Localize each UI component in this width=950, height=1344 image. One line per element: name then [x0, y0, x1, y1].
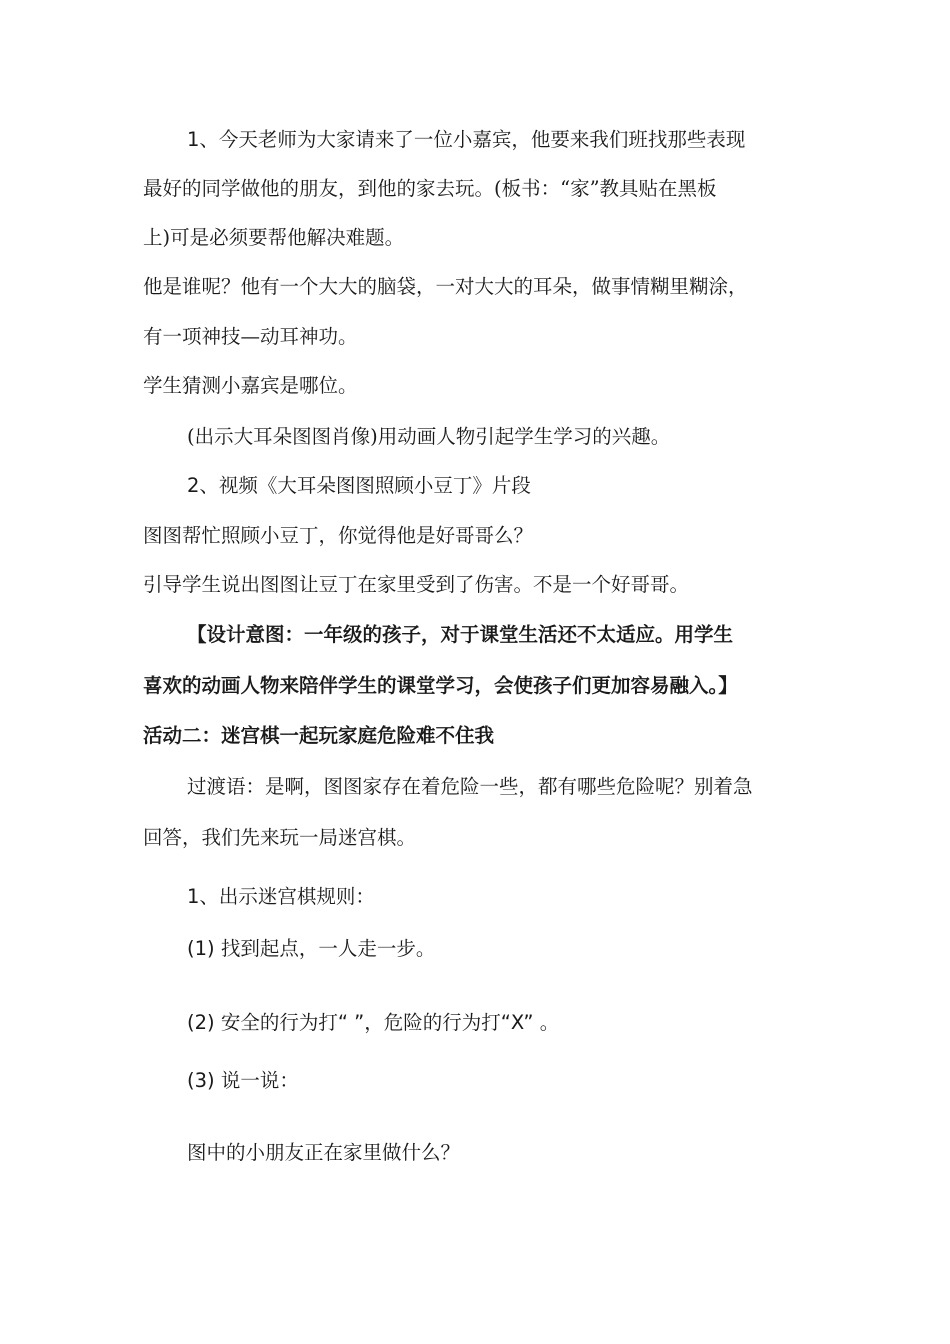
paragraph-line: 回答，我们先来玩一局迷宫棋。: [143, 826, 417, 849]
paragraph-line: 图图帮忙照顾小豆丁，你觉得他是好哥哥么？: [143, 524, 534, 547]
design-intent-line: 【设计意图：一年级的孩子，对于课堂生活还不太适应。用学生: [187, 623, 734, 646]
paragraph-line: 引导学生说出图图让豆丁在家里受到了伤害。不是一个好哥哥。: [143, 573, 690, 596]
design-intent-line: 喜欢的动画人物来陪伴学生的课堂学习，会使孩子们更加容易融入。】: [143, 674, 738, 697]
paragraph-line: 有一项神技—动耳神功。: [143, 325, 358, 348]
rule-item: (2) 安全的行为打“ ”，危险的行为打“X” 。: [187, 1011, 560, 1034]
paragraph-line: 过渡语：是啊，图图家存在着危险一些，都有哪些危险呢？别着急: [187, 775, 753, 798]
rule-item: (3) 说一说：: [187, 1069, 299, 1092]
paragraph-line: 他是谁呢？他有一个大大的脑袋，一对大大的耳朵，做事情糊里糊涂，: [143, 275, 748, 298]
paragraph-line: 最好的同学做他的朋友，到他的家去玩。(板书：“家”教具贴在黑板: [143, 177, 717, 200]
paragraph-line: 学生猜测小嘉宾是哪位。: [143, 374, 358, 397]
paragraph-line: 图中的小朋友正在家里做什么？: [187, 1141, 461, 1164]
paragraph-line: 1、今天老师为大家请来了一位小嘉宾，他要来我们班找那些表现: [187, 128, 746, 151]
section-heading: 活动二：迷宫棋一起玩家庭危险难不住我: [143, 724, 495, 747]
paragraph-line: 2、视频《大耳朵图图照顾小豆丁》片段: [187, 474, 531, 497]
rule-item: (1) 找到起点，一人走一步。: [187, 937, 436, 960]
paragraph-line: 上)可是必须要帮他解决难题。: [143, 226, 405, 249]
rule-heading: 1、出示迷宫棋规则：: [187, 885, 375, 908]
paragraph-line: (出示大耳朵图图肖像)用动画人物引起学生学习的兴趣。: [187, 425, 671, 448]
